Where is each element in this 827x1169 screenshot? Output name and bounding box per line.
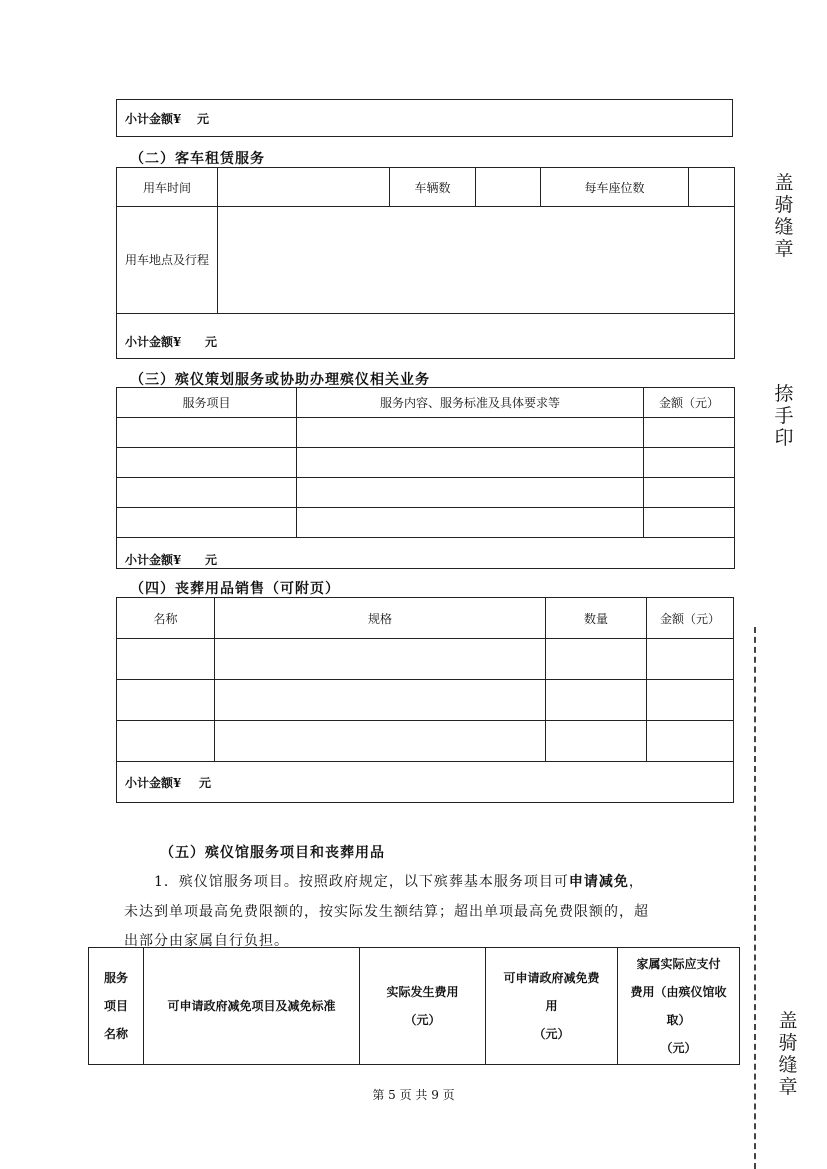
seal-char: 章 [774, 238, 794, 260]
cell-spec[interactable] [215, 680, 546, 721]
section4-heading: （四）丧葬用品销售（可附页） [130, 581, 340, 597]
cell-content[interactable] [297, 508, 644, 538]
cell-name[interactable] [117, 639, 215, 680]
section4-table [116, 597, 734, 803]
row-header-place [117, 207, 218, 314]
thumbprint-char: 捺 [774, 383, 794, 405]
section2-subtotal-row [117, 314, 735, 359]
place-label: 用车地点及行程 [125, 253, 210, 267]
cell-qty[interactable] [546, 721, 647, 762]
cell-name[interactable] [117, 680, 215, 721]
seal-char: 骑 [774, 194, 794, 216]
subtotal-unit: 元 [205, 334, 218, 349]
section5-paragraph-line2: 未达到单项最高免费限额的，按实际发生额结算；超出单项最高免费限额的，超 [124, 904, 649, 920]
cell-amount[interactable] [644, 508, 735, 538]
header-line: 实际发生费用 [386, 985, 459, 999]
seal-char: 章 [778, 1076, 798, 1098]
cell-content[interactable] [297, 448, 644, 478]
section3-table [116, 387, 735, 569]
section5-table [88, 947, 740, 1065]
subtotal-unit: 元 [199, 775, 212, 790]
col-header-actual-cost [360, 948, 486, 1065]
subtotal-label: 小计金额¥ [125, 552, 182, 567]
col-header-amount: 金额（元） [644, 388, 735, 418]
seal-mark-top [771, 172, 797, 260]
section1-subtotal-table [116, 99, 733, 137]
header-line: 名称 [103, 1027, 128, 1041]
seal-char: 缝 [774, 216, 794, 238]
cell-content[interactable] [297, 478, 644, 508]
header-line: 服务 [103, 971, 128, 985]
col-header-time: 用车时间 [117, 168, 218, 207]
cell-item[interactable] [117, 418, 297, 448]
col-header-qty: 数量 [546, 598, 647, 639]
seal-mark-bottom [775, 1010, 801, 1098]
seal-char: 缝 [778, 1054, 798, 1076]
cell-qty[interactable] [546, 639, 647, 680]
thumbprint-char: 手 [774, 405, 794, 427]
section2-heading: （二）客车租赁服务 [130, 151, 265, 167]
section5-paragraph-line1 [154, 871, 644, 891]
subtotal-label: 小计金额¥ [125, 775, 182, 790]
header-line: 取） [666, 1013, 691, 1027]
subtotal-unit: 元 [205, 552, 218, 567]
section5-paragraph-line3: 出部分由家属自行负担。 [124, 933, 289, 949]
cell-content[interactable] [297, 418, 644, 448]
cell-item[interactable] [117, 448, 297, 478]
col-header-name: 名称 [117, 598, 215, 639]
cell-amount[interactable] [644, 418, 735, 448]
cell-vehicles[interactable] [476, 168, 541, 207]
subtotal-label: 小计金额¥ [125, 111, 182, 126]
seal-char: 盖 [774, 172, 794, 194]
col-header-reducible-cost [486, 948, 618, 1065]
subtotal-unit: 元 [197, 111, 210, 126]
cell-amount[interactable] [647, 721, 734, 762]
cell-amount[interactable] [647, 639, 734, 680]
section1-subtotal-row [117, 100, 733, 137]
paragraph-punct: ， [628, 874, 644, 890]
paragraph-text: 1．殡仪馆服务项目。按照政府规定，以下殡葬基本服务项目可 [154, 874, 569, 890]
header-line: 家属实际应支付 [636, 957, 721, 971]
subtotal-label: 小计金额¥ [125, 334, 182, 349]
header-line: 项目 [103, 999, 128, 1013]
cell-qty[interactable] [546, 680, 647, 721]
col-header-spec: 规格 [215, 598, 546, 639]
thumbprint-mark [771, 383, 797, 449]
cell-seats[interactable] [689, 168, 735, 207]
header-line: 可申请政府减免费 [503, 971, 600, 985]
section3-subtotal-row [117, 538, 735, 569]
cell-amount[interactable] [644, 448, 735, 478]
col-header-seats: 每车座位数 [541, 168, 689, 207]
header-line: （元） [404, 1013, 441, 1027]
header-line: 费用（由殡仪馆收 [630, 985, 727, 999]
seal-char: 盖 [778, 1010, 798, 1032]
cell-item[interactable] [117, 478, 297, 508]
section3-heading: （三）殡仪策划服务或协助办理殡仪相关业务 [130, 372, 430, 388]
col-header-amount: 金额（元） [647, 598, 734, 639]
col-header-content: 服务内容、服务标准及具体要求等 [297, 388, 644, 418]
page-number: 第 5 页 共 9 页 [372, 1088, 455, 1102]
col-header-family-payable [618, 948, 740, 1065]
section5-heading: （五）殡仪馆服务项目和丧葬用品 [160, 845, 385, 861]
cell-amount[interactable] [644, 478, 735, 508]
col-header-service-name [89, 948, 144, 1065]
cell-name[interactable] [117, 721, 215, 762]
col-header-vehicles: 车辆数 [390, 168, 476, 207]
header-line: 用 [545, 999, 558, 1013]
header-line: （元） [533, 1027, 570, 1041]
thumbprint-char: 印 [774, 427, 794, 449]
paragraph-emphasis: 申请减免 [568, 874, 629, 890]
col-header-item: 服务项目 [117, 388, 297, 418]
section2-table [116, 167, 735, 359]
cell-item[interactable] [117, 508, 297, 538]
cell-place[interactable] [218, 207, 735, 314]
cell-amount[interactable] [647, 680, 734, 721]
cell-spec[interactable] [215, 721, 546, 762]
seal-char: 骑 [778, 1032, 798, 1054]
cell-time[interactable] [218, 168, 390, 207]
cell-spec[interactable] [215, 639, 546, 680]
section4-subtotal-row [117, 762, 734, 803]
header-line: （元） [660, 1041, 697, 1055]
col-header-reduction-items: 可申请政府减免项目及减免标准 [144, 948, 360, 1065]
